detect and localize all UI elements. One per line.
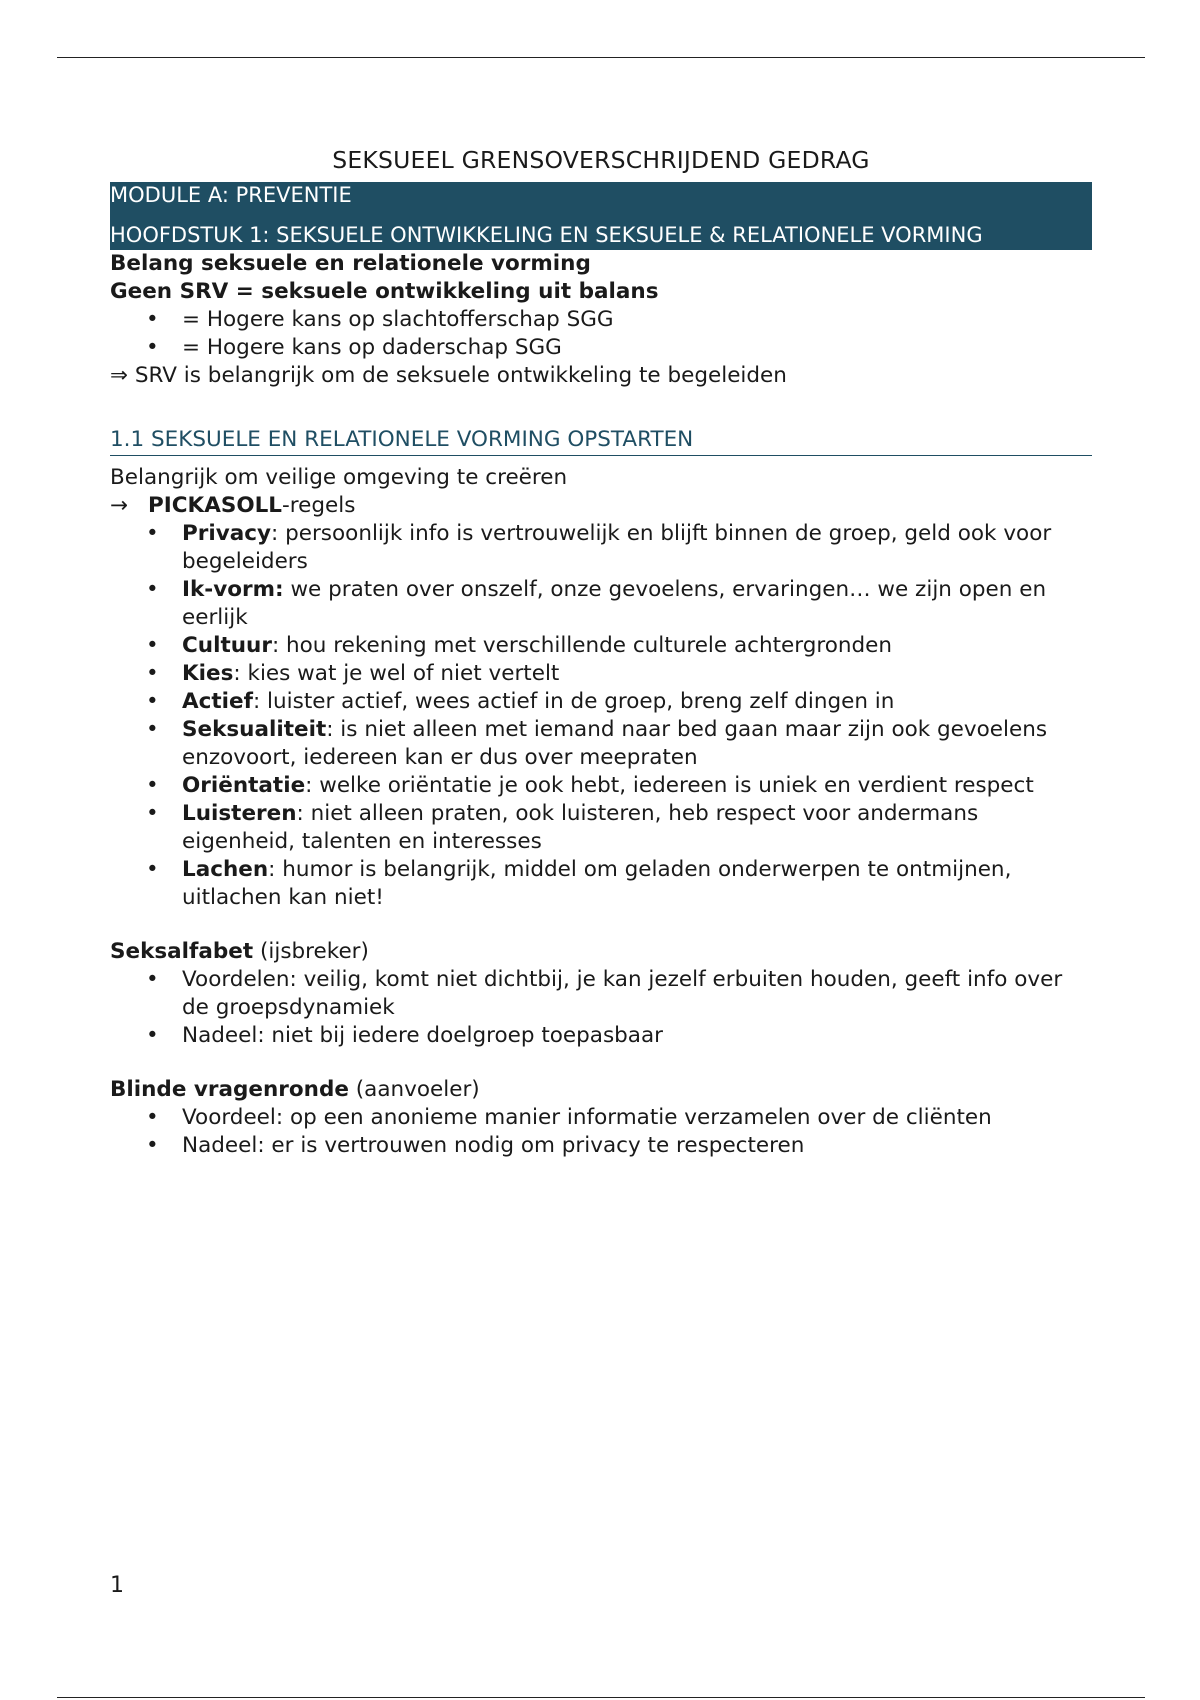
list-item: • Lachen: humor is belangrijk, middel om geladen onderwerpen te ontmijnen, uitlachen kan niet! xyxy=(146,857,1012,910)
bullet-icon: • xyxy=(146,801,159,826)
list-item: • Voordelen: veilig, komt niet dichtbij, je kan jezelf erbuiten houden, geeft info over de groepsdynamiek xyxy=(146,967,1063,1020)
pickasoll-line: → PICKASOLL-regels xyxy=(110,493,356,518)
list-item: • = Hogere kans op slachtofferschap SGG xyxy=(146,307,614,332)
intro-heading-1: Belang seksuele en relationele vorming xyxy=(110,251,591,276)
list-item: • = Hogere kans op daderschap SGG xyxy=(146,335,562,360)
module-heading: MODULE A: PREVENTIE xyxy=(110,183,352,207)
bullet-icon: • xyxy=(146,335,159,360)
header-rule xyxy=(57,57,1145,58)
bullet-icon: • xyxy=(146,633,159,658)
bullet-icon: • xyxy=(146,967,159,992)
document-title: SEKSUEEL GRENSOVERSCHRIJDEND GEDRAG xyxy=(332,146,870,174)
bullet-icon: • xyxy=(146,1105,159,1130)
blinde-vragenronde-heading: Blinde vragenronde (aanvoeler) xyxy=(110,1077,480,1102)
arrow-right-icon: → xyxy=(110,493,129,518)
spacer xyxy=(110,912,1092,938)
bullet-icon: • xyxy=(146,661,159,686)
page-number: 1 xyxy=(110,1573,124,1598)
page-content xyxy=(110,140,1092,1160)
spacer xyxy=(110,1050,1092,1076)
list-item: • Privacy: persoonlijk info is vertrouwelijk en blijft binnen de groep, geld ook voor begeleiders xyxy=(146,521,1052,574)
list-item: • Oriëntatie: welke oriëntatie je ook hebt, iedereen is uniek en verdient respect xyxy=(146,773,1034,798)
bullet-icon: • xyxy=(146,1133,159,1158)
list-item: • Luisteren: niet alleen praten, ook luisteren, heb respect voor andermans eigenheid, talenten en interesses xyxy=(146,801,979,854)
list-item: • Cultuur: hou rekening met verschillende culturele achtergronden xyxy=(146,633,892,658)
pickasoll-term: PICKASOLL xyxy=(148,493,282,518)
list-item: • Actief: luister actief, wees actief in de groep, breng zelf dingen in xyxy=(146,689,895,714)
pickasoll-rule-list xyxy=(110,520,1092,912)
list-item: • Ik-vorm: we praten over onszelf, onze gevoelens, ervaringen… we zijn open en eerlijk xyxy=(146,577,1047,630)
bullet-icon: • xyxy=(146,307,159,332)
bullet-icon: • xyxy=(146,717,159,742)
list-item: • Voordeel: op een anonieme manier informatie verzamelen over de cliënten xyxy=(146,1105,992,1130)
bullet-icon: • xyxy=(146,521,159,546)
footer-rule xyxy=(57,1697,1145,1698)
bullet-icon: • xyxy=(146,577,159,602)
bullet-icon: • xyxy=(146,857,159,882)
intro-heading-2: Geen SRV = seksuele ontwikkeling uit balans xyxy=(110,279,659,304)
intro-conclusion: ⇒ SRV is belangrijk om de seksuele ontwikkeling te begeleiden xyxy=(110,363,787,388)
bullet-icon: • xyxy=(146,773,159,798)
seksalfabet-heading: Seksalfabet (ijsbreker) xyxy=(110,939,369,964)
bullet-icon: • xyxy=(146,689,159,714)
module-band xyxy=(110,182,1092,250)
list-item: • Kies: kies wat je wel of niet vertelt xyxy=(146,661,560,686)
list-item: • Nadeel: er is vertrouwen nodig om privacy te respecteren xyxy=(146,1133,805,1158)
intro-bullet-list xyxy=(110,306,1092,362)
list-item: • Seksualiteit: is niet alleen met iemand naar bed gaan maar zijn ook gevoelens enzovoort, iedereen kan er dus over meepraten xyxy=(146,717,1048,770)
section-intro: Belangrijk om veilige omgeving te creëren xyxy=(110,465,568,490)
seksalfabet-list xyxy=(110,966,1092,1050)
section-heading-1-1: 1.1 SEKSUELE EN RELATIONELE VORMING OPSTARTEN xyxy=(110,426,1092,456)
blinde-vragenronde-list xyxy=(110,1104,1092,1160)
list-item: • Nadeel: niet bij iedere doelgroep toepasbaar xyxy=(146,1023,663,1048)
bullet-icon: • xyxy=(146,1023,159,1048)
chapter-heading: HOOFDSTUK 1: SEKSUELE ONTWIKKELING EN SEKSUELE & RELATIONELE VORMING xyxy=(110,223,983,247)
